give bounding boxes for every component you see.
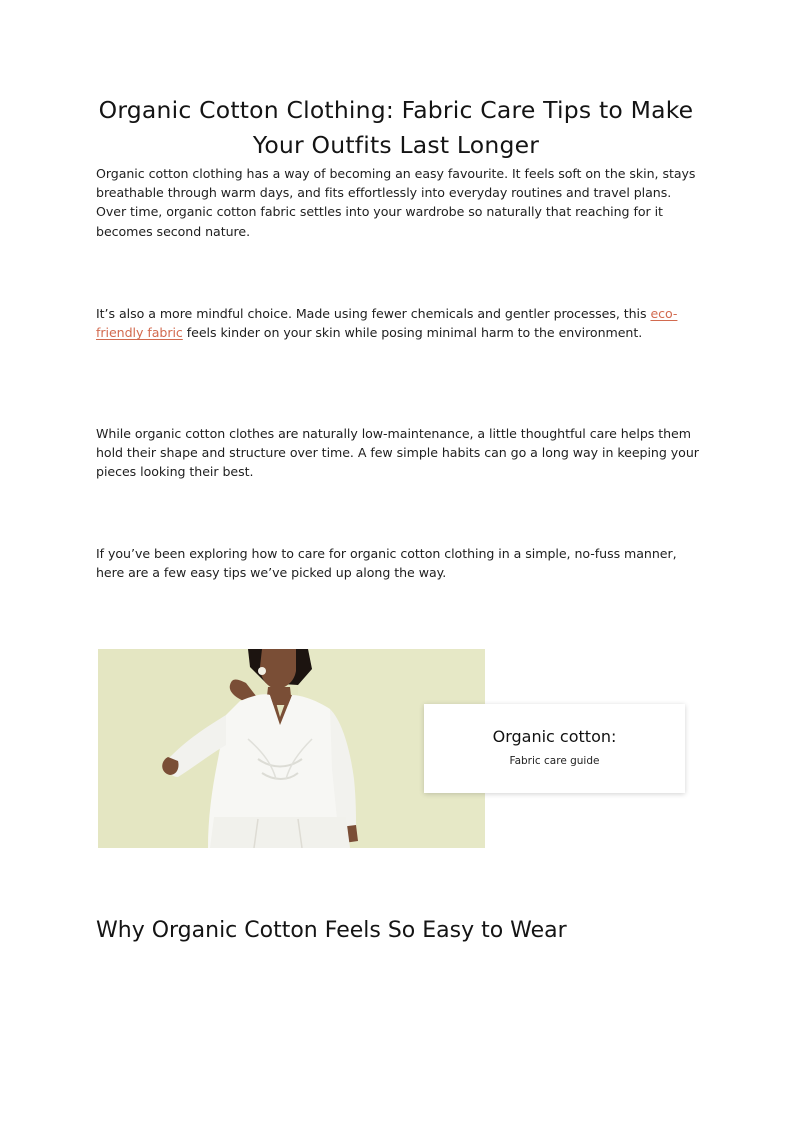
eco-friendly-fabric-link[interactable]: eco-friendly fabric [96, 306, 678, 341]
tips-intro-paragraph: If you’ve been exploring how to care for organic cotton clothing in a simple, no-fuss manner, here are a few easy tips we’ve picked up along the way. [96, 546, 677, 581]
mindful-choice-paragraph [96, 304, 700, 342]
paragraph-text-before-link: It’s also a more mindful choice. Made using fewer chemicals and gentler processes, this [96, 306, 651, 321]
article-title: Organic Cotton Clothing: Fabric Care Tips to Make Your Outfits Last Longer [98, 96, 694, 159]
paragraph-text-after-link: feels kinder on your skin while posing minimal harm to the environment. [182, 325, 643, 341]
fabric-care-card [424, 704, 685, 793]
card-title: Organic cotton: [492, 727, 617, 746]
card-subtitle: Fabric care guide [509, 755, 600, 767]
intro-paragraph: Organic cotton clothing has a way of becoming an easy favourite. It feels soft on the skin, stays breathable through warm days, and fits effortlessly into everyday routines and travel plans. Over time, organic cotton fabric settles into your wardrobe so naturally that reaching for it becomes second nature. [96, 166, 696, 239]
care-paragraph: While organic cotton clothes are naturally low-maintenance, a little thoughtful care helps them hold their shape and structure over time. A few simple habits can go a long way in keeping your pieces looking their best. [96, 426, 699, 480]
section-heading: Why Organic Cotton Feels So Easy to Wear [96, 918, 567, 943]
